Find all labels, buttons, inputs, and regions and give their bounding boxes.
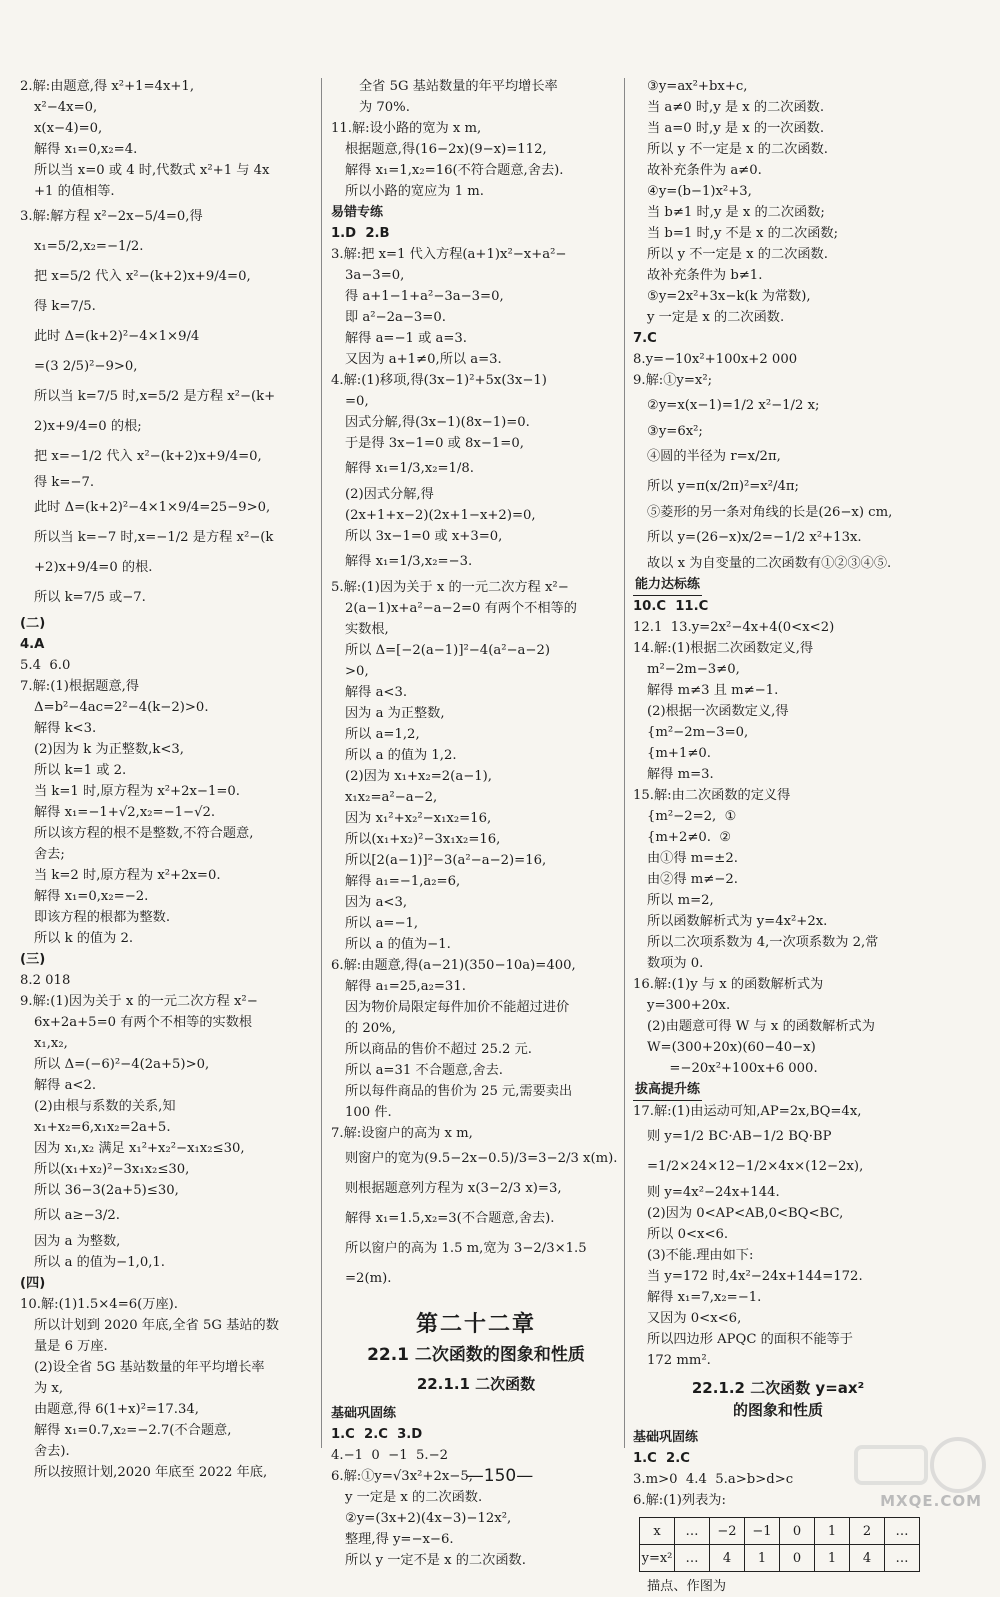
answer-line: 7.C bbox=[633, 331, 657, 346]
answer-line: (2)由题意可得 W 与 x 的函数解析式为 bbox=[647, 1019, 875, 1034]
answer-line: ⑤菱形的另一条对角线的长是(26−x) cm, bbox=[647, 505, 893, 520]
answer-line: 解得 x₁=1/3,x₂=−3. bbox=[345, 554, 473, 569]
answer-line: (2)因为 0<AP<AB,0<BQ<BC, bbox=[647, 1206, 844, 1221]
answer-line: 所以 y 不一定是 x 的二次函数. bbox=[647, 142, 828, 157]
answer-line: =1/2×24×12−1/2×4x×(12−2x), bbox=[647, 1159, 864, 1174]
answer-line: 6.解:由题意,得(a−21)(350−10a)=400, bbox=[331, 958, 576, 973]
answer-line: 1.C 2.C 3.D bbox=[331, 1427, 423, 1442]
answer-line: ③y=ax²+bx+c, bbox=[647, 79, 748, 94]
chapter-title: 第二十二章 bbox=[415, 1312, 536, 1337]
answer-line: 所以二次项系数为 4,一次项系数为 2,常 bbox=[647, 935, 879, 950]
column-divider bbox=[321, 78, 322, 1448]
answer-line: 基础巩固练 bbox=[331, 1406, 397, 1421]
answer-line: Δ=b²−4ac=2²−4(k−2)>0. bbox=[34, 700, 209, 715]
answer-line: 9.解:①y=x²; bbox=[633, 373, 713, 388]
answer-line: 6.解:(1)列表为: bbox=[633, 1493, 726, 1508]
answer-line: x²−4x=0, bbox=[34, 100, 98, 115]
value-table bbox=[639, 1517, 920, 1572]
answer-line: 所以 m=2, bbox=[647, 893, 714, 908]
answer-line: 解得 x₁=−1+√2,x₂=−1−√2. bbox=[34, 805, 216, 820]
answer-line: 所以 0<x<6. bbox=[647, 1227, 729, 1242]
answer-line: 易错专练 bbox=[331, 205, 384, 220]
column-divider bbox=[624, 78, 625, 1448]
answer-line: 即该方程的根都为整数. bbox=[34, 910, 171, 925]
answer-line: (2x+1+x−2)(2x+1−x+2)=0, bbox=[345, 508, 536, 523]
answer-line: 量是 6 万座. bbox=[34, 1339, 108, 1354]
answer-line: 根据题意,得(16−2x)(9−x)=112, bbox=[345, 142, 547, 157]
answer-line: 所以 y 不一定是 x 的二次函数. bbox=[647, 247, 828, 262]
answer-line: 3.m>0 4.4 5.a>b>d>c bbox=[633, 1472, 794, 1487]
answer-line: 得 k=−7. bbox=[34, 475, 95, 490]
section-header: 拔高提升练 bbox=[633, 1079, 702, 1101]
answer-line: (二) bbox=[20, 616, 46, 631]
answer-line: 7.解:设窗户的高为 x m, bbox=[331, 1126, 473, 1141]
answer-line: 又因为 a+1≠0,所以 a=3. bbox=[345, 352, 502, 367]
answer-line: 所以(x₁+x₂)²−3x₁x₂≤30, bbox=[34, 1162, 190, 1177]
answer-line: 解得 x₁=0,x₂=4. bbox=[34, 142, 138, 157]
answer-line: 所以 Δ=(−6)²−4(2a+5)>0, bbox=[34, 1057, 210, 1072]
table-row bbox=[640, 1518, 920, 1545]
answer-line: ④y=(b−1)x²+3, bbox=[647, 184, 752, 199]
answer-line: 2(a−1)x+a²−a−2=0 有两个不相等的 bbox=[345, 601, 577, 616]
answer-line: 把 x=−1/2 代入 x²−(k+2)x+9/4=0, bbox=[34, 449, 262, 464]
answer-line: y 一定是 x 的二次函数. bbox=[647, 310, 785, 325]
answer-line: x₁=5/2,x₂=−1/2. bbox=[34, 239, 144, 254]
table-cell: −2 bbox=[710, 1518, 745, 1545]
answer-line: 11.解:设小路的宽为 x m, bbox=[331, 121, 482, 136]
answer-line: 当 y=172 时,4x²−24x+144=172. bbox=[647, 1269, 863, 1284]
answer-line: 172 mm². bbox=[647, 1353, 711, 1368]
answer-line: 所以 Δ=[−2(a−1)]²−4(a²−a−2) bbox=[345, 643, 550, 658]
answer-line: 当 b≠1 时,y 是 x 的二次函数; bbox=[647, 205, 825, 220]
section-title: 22.1 二次函数的图象和性质 bbox=[367, 1345, 585, 1365]
column-right bbox=[633, 76, 923, 1597]
answer-line: 所以 a=−1, bbox=[345, 916, 419, 931]
answer-line: >0, bbox=[345, 664, 369, 679]
answer-line: y=300+20x. bbox=[647, 998, 731, 1013]
answer-line: 7.解:(1)根据题意,得 bbox=[20, 679, 140, 694]
page-number: —150— bbox=[466, 1466, 534, 1486]
answer-line: (2)因式分解,得 bbox=[345, 487, 434, 502]
answer-line: +1 的值相等. bbox=[34, 184, 115, 199]
table-row bbox=[640, 1545, 920, 1572]
answer-line: +2)x+9/4=0 的根. bbox=[34, 560, 153, 575]
answer-line: 整理,得 y=−x−6. bbox=[345, 1532, 454, 1547]
answer-line: 解得 x₁=0,x₂=−2. bbox=[34, 889, 149, 904]
answer-line: 所以 a=1,2, bbox=[345, 727, 420, 742]
answer-line: m²−2m−3≠0, bbox=[647, 662, 740, 677]
answer-line: 此时 Δ=(k+2)²−4×1×9/4 bbox=[34, 329, 200, 344]
answer-line: 全省 5G 基站数量的年平均增长率 bbox=[359, 79, 558, 94]
answer-line: 所以 a 的值为−1,0,1. bbox=[34, 1255, 165, 1270]
section-header: 能力达标练 bbox=[633, 574, 702, 596]
answer-line: 解得 k<3. bbox=[34, 721, 97, 736]
answer-line: (3)不能.理由如下: bbox=[647, 1248, 754, 1263]
answer-line: 解得 x₁=1.5,x₂=3(不合题意,舍去). bbox=[345, 1211, 555, 1226]
answer-line: {m+1≠0. bbox=[647, 746, 711, 761]
answer-line: 故以 x 为自变量的二次函数有①②③④⑤. bbox=[647, 556, 892, 571]
table-cell: 4 bbox=[710, 1545, 745, 1572]
answer-line: 所以 y=(26−x)x/2=−1/2 x²+13x. bbox=[647, 530, 862, 545]
answer-line: 所以 k=1 或 2. bbox=[34, 763, 127, 778]
answer-line: 解得 x₁=1/3,x₂=1/8. bbox=[345, 461, 474, 476]
answer-line: 舍去). bbox=[34, 1444, 70, 1459]
table-cell: −1 bbox=[745, 1518, 780, 1545]
answer-line: 6.解:①y=√3x²+2x−5, bbox=[331, 1469, 473, 1484]
answer-line: =2(m). bbox=[345, 1271, 392, 1286]
answer-line: 实数根, bbox=[345, 622, 389, 637]
table-cell: x bbox=[640, 1518, 675, 1545]
table-cell: 1 bbox=[815, 1518, 850, 1545]
answer-line: 则根据题意列方程为 x(3−2/3 x)=3, bbox=[345, 1181, 562, 1196]
answer-line: 此时 Δ=(k+2)²−4×1×9/4=25−9>0, bbox=[34, 500, 271, 515]
answer-line: 解得 m≠3 且 m≠−1. bbox=[647, 683, 779, 698]
answer-line: 所以 3x−1=0 或 x+3=0, bbox=[345, 529, 503, 544]
answer-line: 因为 a<3, bbox=[345, 895, 408, 910]
answer-line: 则 y=4x²−24x+144. bbox=[647, 1185, 780, 1200]
answer-line: 为 70%. bbox=[359, 100, 410, 115]
answer-line: 描点、作图为 bbox=[647, 1579, 727, 1594]
answer-line: 所以 a 的值为−1. bbox=[345, 937, 451, 952]
subsection-title-line: 的图象和性质 bbox=[732, 1401, 823, 1419]
answer-line: 1.C 2.C bbox=[633, 1451, 690, 1466]
answer-line: ②y=(3x+2)(4x−3)−12x², bbox=[345, 1511, 512, 1526]
answer-line: 所以函数解析式为 y=4x²+2x. bbox=[647, 914, 828, 929]
answer-line: 因为物价局限定每件加价不能超过进价 bbox=[345, 1000, 570, 1015]
answer-line: 所以商品的售价不超过 25.2 元. bbox=[345, 1042, 533, 1057]
answer-line: 所以 y=π(x/2π)²=x²/4π; bbox=[647, 479, 799, 494]
answers-section bbox=[331, 1403, 621, 1571]
subsection-title-line: 22.1.2 二次函数 y=ax² bbox=[691, 1379, 865, 1397]
answer-line: 为 x, bbox=[34, 1381, 64, 1396]
answer-line: 4.解:(1)移项,得(3x−1)²+5x(3x−1) bbox=[331, 373, 547, 388]
table-cell: … bbox=[885, 1545, 920, 1572]
table-cell: 0 bbox=[780, 1518, 815, 1545]
answer-line: 4.−1 0 −1 5.−2 bbox=[331, 1448, 449, 1463]
answer-line: 所以按照计划,2020 年底至 2022 年底, bbox=[34, 1465, 268, 1480]
table-cell: y=x² bbox=[640, 1545, 675, 1572]
answer-line: 10.解:(1)1.5×4=6(万座). bbox=[20, 1297, 178, 1312]
answers-section bbox=[633, 1101, 923, 1371]
answer-line: (2)由根与系数的关系,知 bbox=[34, 1099, 176, 1114]
answer-line: 12.1 13.y=2x²−4x+4(0<x<2) bbox=[633, 620, 835, 635]
answer-line: 所以当 x=0 或 4 时,代数式 x²+1 与 4x bbox=[34, 163, 270, 178]
answer-line: (2)因为 k 为正整数,k<3, bbox=[34, 742, 184, 757]
answer-line: 所以四边形 APQC 的面积不能等于 bbox=[647, 1332, 853, 1347]
subsection-title: 22.1.1 二次函数 bbox=[416, 1375, 536, 1393]
table-cell: 1 bbox=[745, 1545, 780, 1572]
answer-line: 基础巩固练 bbox=[633, 1430, 699, 1445]
answer-line: 因为 a 为正整数, bbox=[345, 706, 445, 721]
answer-line: 于是得 3x−1=0 或 8x−1=0, bbox=[345, 436, 524, 451]
answer-line: 得 k=7/5. bbox=[34, 299, 96, 314]
answer-line: 所以 36−3(2a+5)≤30, bbox=[34, 1183, 179, 1198]
answer-line: x₁+x₂=6,x₁x₂=2a+5. bbox=[34, 1120, 171, 1135]
answer-line: 的 20%, bbox=[345, 1021, 396, 1036]
answer-line: 所以每件商品的售价为 25 元,需要卖出 bbox=[345, 1084, 573, 1099]
answer-line: =−20x²+100x+6 000. bbox=[661, 1061, 818, 1076]
answer-line: 3a−3=0, bbox=[345, 268, 405, 283]
answer-line: x₁x₂=a²−a−2, bbox=[345, 790, 438, 805]
answer-line: 100 件. bbox=[345, 1105, 392, 1120]
answer-line: 所以 k=7/5 或−7. bbox=[34, 590, 146, 605]
answer-line: 3.解:把 x=1 代入方程(a+1)x²−x+a²− bbox=[331, 247, 567, 262]
answer-line: 解得 x₁=7,x₂=−1. bbox=[647, 1290, 762, 1305]
answers-section bbox=[331, 76, 621, 1294]
answer-line: 所以该方程的根不是整数,不符合题意, bbox=[34, 826, 254, 841]
answer-line: 把 x=5/2 代入 x²−(k+2)x+9/4=0, bbox=[34, 269, 251, 284]
answer-line: 解得 a₁=25,a₂=31. bbox=[345, 979, 466, 994]
answer-line: 4.A bbox=[20, 637, 45, 652]
answer-line: ③y=6x²; bbox=[647, 424, 703, 439]
answer-line: 即 a²−2a−3=0. bbox=[345, 310, 446, 325]
answer-line: 解得 x₁=1,x₂=16(不符合题意,舍去). bbox=[345, 163, 564, 178]
answer-line: 2)x+9/4=0 的根; bbox=[34, 419, 142, 434]
answer-line: 解得 a<2. bbox=[34, 1078, 97, 1093]
answers-section bbox=[633, 76, 923, 574]
answer-line: 所以 y 一定不是 x 的二次函数. bbox=[345, 1553, 526, 1568]
answer-line: 解得 a₁=−1,a₂=6, bbox=[345, 874, 461, 889]
answer-line: 8.2 018 bbox=[20, 973, 71, 988]
answer-line: 所以计划到 2020 年底,全省 5G 基站的数 bbox=[34, 1318, 279, 1333]
answer-line: 因式分解,得(3x−1)(8x−1)=0. bbox=[345, 415, 530, 430]
answer-line: 解得 x₁=0.7,x₂=−2.7(不合题意, bbox=[34, 1423, 232, 1438]
table-cell: … bbox=[675, 1545, 710, 1572]
answer-line: 由②得 m≠−2. bbox=[647, 872, 738, 887]
table-cell: 2 bbox=[850, 1518, 885, 1545]
answer-line: 则 y=1/2 BC·AB−1/2 BQ·BP bbox=[647, 1129, 832, 1144]
answer-line: 解得 a=−1 或 a=3. bbox=[345, 331, 467, 346]
answer-line: 当 a≠0 时,y 是 x 的二次函数. bbox=[647, 100, 825, 115]
answer-line: {m²−2=2, ① bbox=[647, 809, 737, 824]
answer-line: 5.4 6.0 bbox=[20, 658, 71, 673]
answer-line: 当 b=1 时,y 不是 x 的二次函数; bbox=[647, 226, 839, 241]
answer-line: 6x+2a+5=0 有两个不相等的实数根 bbox=[34, 1015, 253, 1030]
answer-line: (2)根据一次函数定义,得 bbox=[647, 704, 789, 719]
answers-section bbox=[633, 596, 923, 1079]
answer-line: =(3 2/5)²−9>0, bbox=[34, 359, 138, 374]
answer-line: 故补充条件为 b≠1. bbox=[647, 268, 763, 283]
answer-line: 所以 a=31 不合题意,舍去. bbox=[345, 1063, 503, 1078]
answer-line: 因为 x₁,x₂ 满足 x₁²+x₂²−x₁x₂≤30, bbox=[34, 1141, 245, 1156]
answer-line: 由①得 m=±2. bbox=[647, 851, 738, 866]
answer-line: 15.解:由二次函数的定义得 bbox=[633, 788, 791, 803]
table-cell: … bbox=[885, 1518, 920, 1545]
answer-line: 得 a+1−1+a²−3a−3=0, bbox=[345, 289, 504, 304]
answer-line: 3.解:解方程 x²−2x−5/4=0,得 bbox=[20, 209, 203, 224]
answer-line: 所以当 k=7/5 时,x=5/2 是方程 x²−(k+ bbox=[34, 389, 276, 404]
answer-line: =0, bbox=[345, 394, 369, 409]
answer-line: x(x−4)=0, bbox=[34, 121, 103, 136]
answer-line: 所以窗户的高为 1.5 m,宽为 3−2/3×1.5 bbox=[345, 1241, 587, 1256]
answer-line: y 一定是 x 的二次函数. bbox=[345, 1490, 483, 1505]
answer-line: 所以小路的宽应为 1 m. bbox=[345, 184, 484, 199]
answer-line: 8.y=−10x²+100x+2 000 bbox=[633, 352, 798, 367]
answer-line: x₁,x₂, bbox=[34, 1036, 68, 1051]
table-cell: 0 bbox=[780, 1545, 815, 1572]
answer-line: 16.解:(1)y 与 x 的函数解析式为 bbox=[633, 977, 824, 992]
answer-line: 1.D 2.B bbox=[331, 226, 390, 241]
answer-line: 又因为 0<x<6, bbox=[647, 1311, 742, 1326]
answer-line: (三) bbox=[20, 952, 46, 967]
answer-line: {m²−2m−3=0, bbox=[647, 725, 749, 740]
answer-line: 5.解:(1)因为关于 x 的一元二次方程 x²− bbox=[331, 580, 569, 595]
answer-line: 所以[2(a−1)]²−3(a²−a−2)=16, bbox=[345, 853, 547, 868]
answer-line: 当 k=1 时,原方程为 x²+2x−1=0. bbox=[34, 784, 240, 799]
subsection-title bbox=[633, 1377, 923, 1421]
answer-line: {m+2≠0. ② bbox=[647, 830, 732, 845]
answer-line: 10.C 11.C bbox=[633, 599, 709, 614]
answer-line: ②y=x(x−1)=1/2 x²−1/2 x; bbox=[647, 398, 820, 413]
answer-line: 2.解:由题意,得 x²+1=4x+1, bbox=[20, 79, 195, 94]
answer-line: 解得 a<3. bbox=[345, 685, 408, 700]
answer-line: (2)因为 x₁+x₂=2(a−1), bbox=[345, 769, 492, 784]
answer-line: 所以 k 的值为 2. bbox=[34, 931, 134, 946]
column-left bbox=[20, 76, 310, 1483]
answer-line: 舍去; bbox=[34, 847, 65, 862]
answer-line: (四) bbox=[20, 1276, 46, 1291]
answer-line: 17.解:(1)由运动可知,AP=2x,BQ=4x, bbox=[633, 1104, 862, 1119]
answer-line: 9.解:(1)因为关于 x 的一元二次方程 x²− bbox=[20, 994, 258, 1009]
answer-line: W=(300+20x)(60−40−x) bbox=[647, 1040, 816, 1055]
answer-line: (2)设全省 5G 基站数量的年平均增长率 bbox=[34, 1360, 265, 1375]
answer-line: 当 k=2 时,原方程为 x²+2x=0. bbox=[34, 868, 221, 883]
table-cell: … bbox=[675, 1518, 710, 1545]
answer-line: 所以当 k=−7 时,x=−1/2 是方程 x²−(k bbox=[34, 530, 274, 545]
answer-line: 数项为 0. bbox=[647, 956, 704, 971]
answer-line: ④圆的半径为 r=x/2π, bbox=[647, 449, 781, 464]
answer-line: ⑤y=2x²+3x−k(k 为常数), bbox=[647, 289, 811, 304]
answer-line: 由题意,得 6(1+x)²=17.34, bbox=[34, 1402, 199, 1417]
answer-line: 所以(x₁+x₂)²−3x₁x₂=16, bbox=[345, 832, 501, 847]
answer-line: 当 a=0 时,y 是 x 的一次函数. bbox=[647, 121, 825, 136]
answer-line: 因为 a 为整数, bbox=[34, 1234, 121, 1249]
answer-line: 则窗户的宽为(9.5−2x−0.5)/3=3−2/3 x(m). bbox=[345, 1151, 618, 1166]
answer-line: 因为 x₁²+x₂²−x₁x₂=16, bbox=[345, 811, 492, 826]
table-cell: 1 bbox=[815, 1545, 850, 1572]
answer-line: 所以 a 的值为 1,2. bbox=[345, 748, 457, 763]
answer-line: 故补充条件为 a≠0. bbox=[647, 163, 762, 178]
answer-line: 14.解:(1)根据二次函数定义,得 bbox=[633, 641, 814, 656]
answer-line: 所以 a≥−3/2. bbox=[34, 1208, 120, 1223]
answer-line: 解得 m=3. bbox=[647, 767, 714, 782]
table-cell: 4 bbox=[850, 1545, 885, 1572]
watermark-text: MXQE.COM bbox=[880, 1492, 982, 1510]
column-middle bbox=[331, 76, 621, 1571]
